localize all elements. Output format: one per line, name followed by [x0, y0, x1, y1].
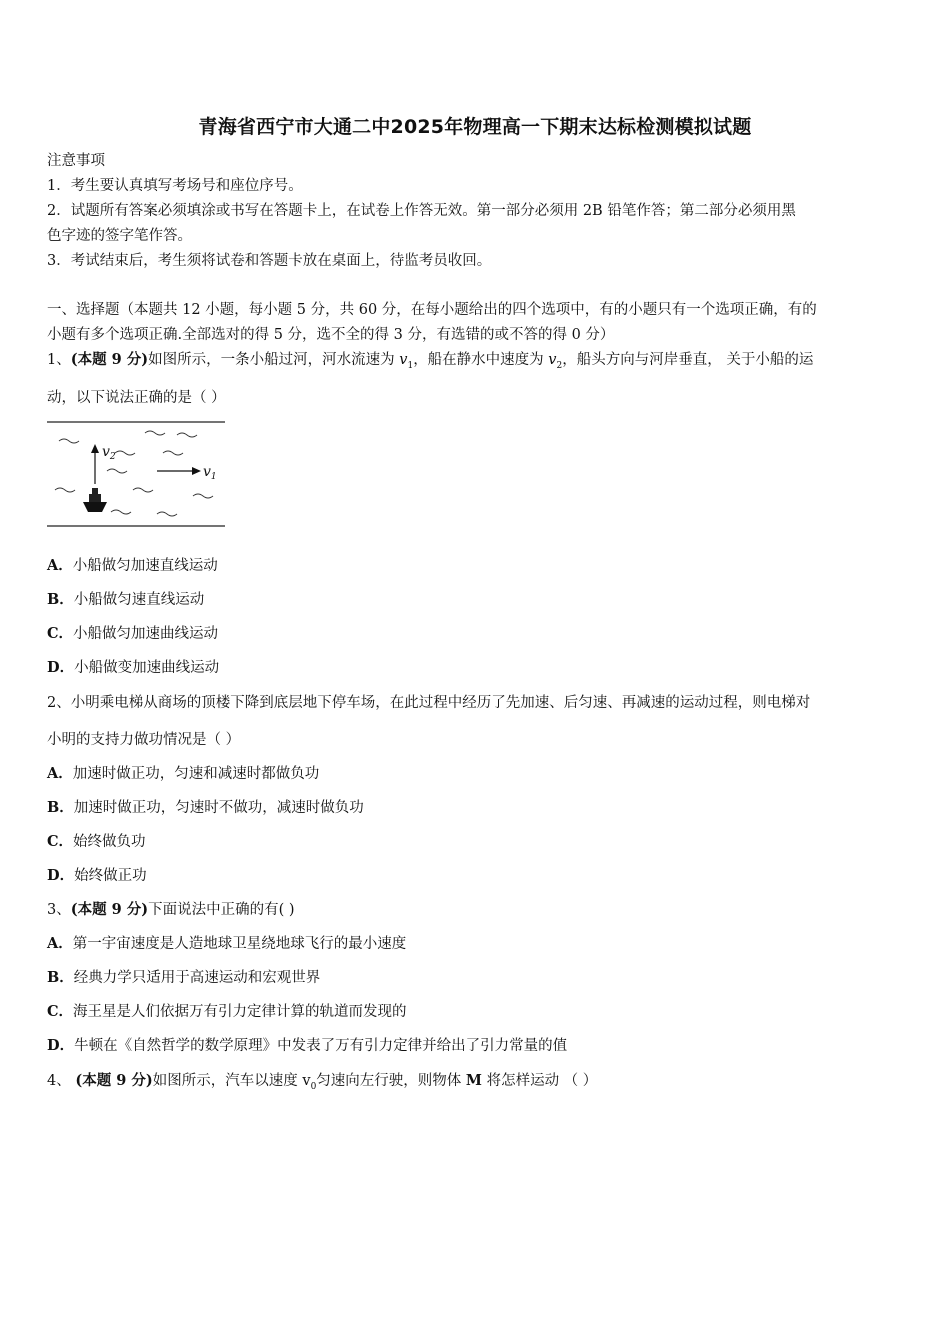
section-heading-cont: 小题有多个选项正确.全部选对的得 5 分，选不全的得 3 分，有选错的或不答的得 0 分） — [47, 327, 615, 343]
question-1: 1、(本题 9 分)如图所示，一条小船过河，河水流速为 $v_1$，船在静水中速度为 $v_2$，船头方向与河岸垂直， 关于小船的运 — [47, 351, 814, 371]
notice-heading: 注意事项 — [47, 153, 105, 169]
question-points: (本题 9 分) — [70, 351, 149, 368]
notice-item-3: 3．考试结束后，考生须将试卷和答题卡放在桌面上，待监考员收回。 — [47, 253, 492, 269]
question-2: 2、小明乘电梯从商场的顶楼下降到底层地下停车场，在此过程中经历了先加速、后匀速、再减速的运动过程，则电梯对 — [47, 695, 811, 711]
q3-option-d[interactable]: D．牛顿在《自然哲学的数学原理》中发表了万有引力定律并给出了引力常量的值 — [47, 1037, 568, 1054]
section-heading: 一、选择题（本题共 12 小题，每小题 5 分，共 60 分，在每小题给出的四个选项中，有的小题只有一个选项正确，有的 — [47, 302, 817, 318]
question-2-cont: 小明的支持力做功情况是（ ） — [47, 732, 241, 748]
q3-option-c[interactable]: C．海王星是人们依据万有引力定律计算的轨道而发现的 — [47, 1003, 407, 1020]
q2-option-a[interactable]: A．加速时做正功，匀速和减速时都做负功 — [47, 765, 320, 782]
river-boat-figure — [45, 418, 227, 532]
notice-item-2: 2．试题所有答案必须填涂或书写在答题卡上，在试卷上作答无效。第一部分必须用 2B 铅笔作答；第二部分必须用黑 — [47, 203, 796, 219]
question-number: 1、 — [47, 352, 71, 368]
q1-option-c[interactable]: C．小船做匀加速曲线运动 — [47, 625, 219, 642]
question-1-cont: 动，以下说法正确的是（ ） — [47, 390, 226, 406]
v1-label: $v_1$ — [203, 464, 217, 482]
notice-item-1: 1．考生要认真填写考场号和座位序号。 — [47, 178, 303, 194]
q2-option-c[interactable]: C．始终做负功 — [47, 833, 146, 850]
v2-label: $v_2$ — [102, 444, 116, 462]
water-ripples — [55, 431, 213, 516]
q1-option-d[interactable]: D．小船做变加速曲线运动 — [47, 659, 220, 676]
question-4: 4、 (本题 9 分)如图所示，汽车以速度 $v_0$匀速向左行驶，则物体 M 将怎样运动 （ ） — [47, 1072, 598, 1092]
q3-option-a[interactable]: A．第一宇宙速度是人造地球卫星绕地球飞行的最小速度 — [47, 935, 407, 952]
v2-arrowhead — [91, 444, 99, 453]
notice-item-2-cont: 色字迹的签字笔作答。 — [47, 228, 192, 244]
q3-option-b[interactable]: B．经典力学只适用于高速运动和宏观世界 — [47, 969, 321, 986]
page-title: 青海省西宁市大通二中2025年物理高一下期末达标检测模拟试题 — [198, 116, 752, 138]
q1-option-a[interactable]: A．小船做匀加速直线运动 — [47, 557, 218, 574]
q2-option-b[interactable]: B．加速时做正功，匀速时不做功，减速时做负功 — [47, 799, 364, 816]
q1-option-b[interactable]: B．小船做匀速直线运动 — [47, 591, 205, 608]
question-3: 3、(本题 9 分)下面说法中正确的有( ) — [47, 901, 295, 918]
v1-arrowhead — [192, 467, 201, 475]
boat-icon — [83, 488, 107, 512]
river-diagram — [45, 418, 227, 532]
q2-option-d[interactable]: D．始终做正功 — [47, 867, 147, 884]
